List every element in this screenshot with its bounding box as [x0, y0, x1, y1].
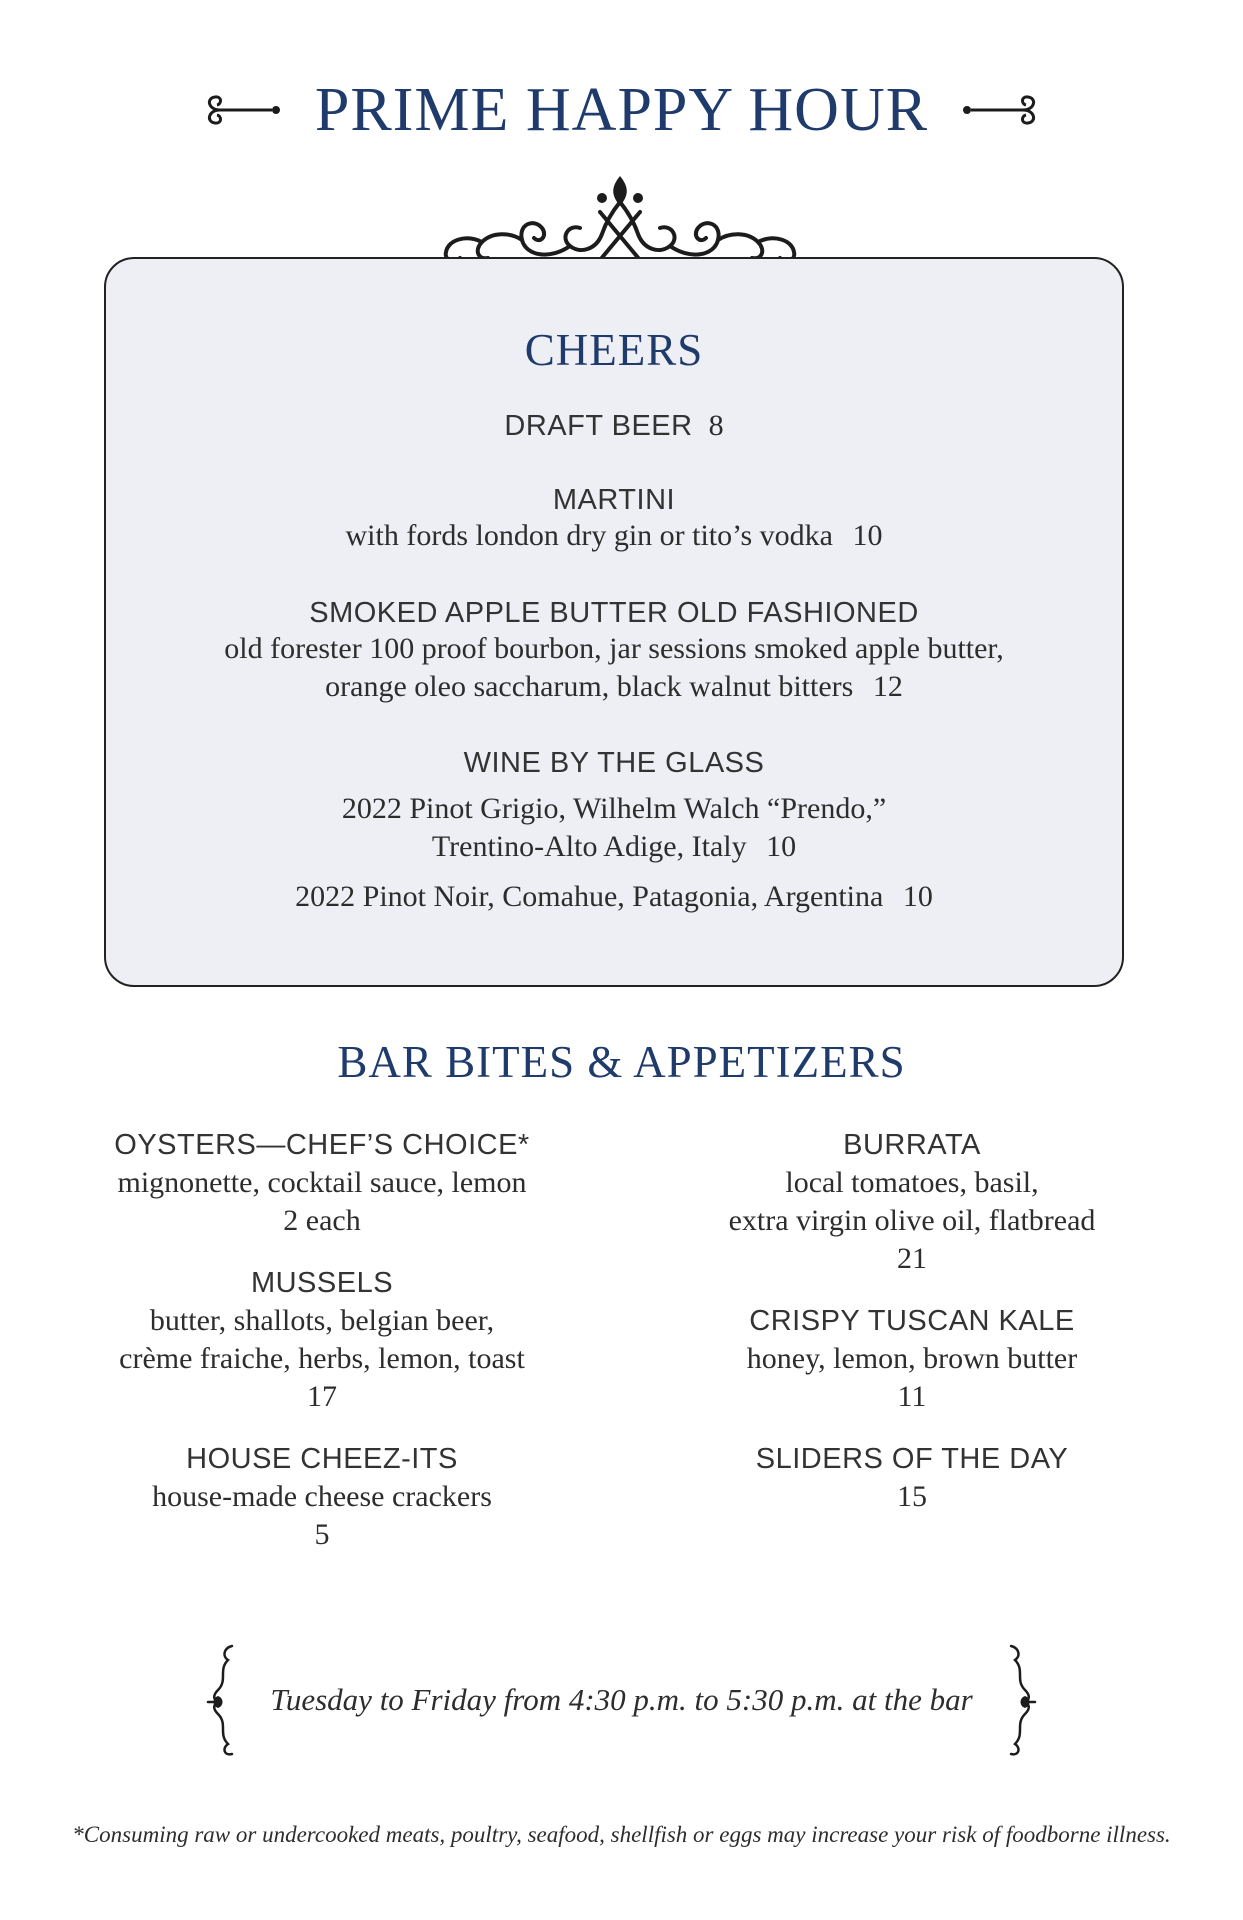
- old-fashioned-item: [106, 597, 1122, 706]
- draft-beer-item: [106, 409, 1122, 443]
- mussels-desc-line2: crème fraiche, herbs, lemon, toast: [119, 1342, 525, 1375]
- cheezits-desc: house-made cheese crackers: [152, 1480, 492, 1513]
- oysters-item: [42, 1126, 602, 1240]
- mussels-price: 17: [307, 1380, 337, 1413]
- oysters-desc: mignonette, cocktail sauce, lemon: [117, 1166, 527, 1199]
- burrata-price: 21: [897, 1242, 927, 1275]
- right-bracket-flourish-icon: [999, 1640, 1039, 1760]
- cheers-panel: [104, 257, 1124, 987]
- sliders-item: [632, 1440, 1192, 1516]
- wine-item: [106, 747, 1122, 916]
- foodborne-illness-disclaimer: *Consuming raw or undercooked meats, poultry, seafood, shellfish or eggs may increase your risk of foodborne illness.: [72, 1822, 1171, 1847]
- kale-price: 11: [897, 1380, 927, 1413]
- burrata-desc-line1: local tomatoes, basil,: [785, 1166, 1039, 1199]
- draft-beer-price: 8: [708, 409, 724, 442]
- bites-title: BAR BITES & APPETIZERS: [337, 1037, 906, 1087]
- sliders-price: 15: [897, 1480, 927, 1513]
- left-scroll-flourish-icon: [202, 85, 287, 135]
- sliders-name: SLIDERS OF THE DAY: [755, 1443, 1069, 1475]
- kale-desc: honey, lemon, brown butter: [746, 1342, 1078, 1375]
- hours-row: [0, 1640, 1243, 1760]
- kale-item: [632, 1302, 1192, 1416]
- right-scroll-flourish-icon: [956, 85, 1041, 135]
- burrata-desc-line2: extra virgin olive oil, flatbread: [728, 1204, 1096, 1237]
- ornamental-scroll-crest-icon: [430, 172, 810, 262]
- bites-left-column: [42, 1126, 602, 1578]
- old-fashioned-price: 12: [872, 670, 903, 703]
- wine2-line: 2022 Pinot Noir, Comahue, Patagonia, Argentina: [295, 880, 884, 913]
- martini-price: 10: [852, 519, 883, 552]
- left-bracket-flourish-icon: [204, 1640, 244, 1760]
- oysters-name: OYSTERS—CHEF’S CHOICE*: [114, 1129, 530, 1161]
- burrata-item: [632, 1126, 1192, 1278]
- old-fashioned-desc-line2: orange oleo saccharum, black walnut bitters: [325, 670, 854, 703]
- title-row: [0, 70, 1243, 150]
- cheers-title: CHEERS: [524, 325, 704, 375]
- wine1-price: 10: [766, 830, 797, 863]
- wine1-line1: 2022 Pinot Grigio, Wilhelm Walch “Prendo,”: [341, 792, 887, 825]
- cheezits-price: 5: [314, 1518, 330, 1551]
- kale-name: CRISPY TUSCAN KALE: [749, 1305, 1075, 1337]
- wine2-price: 10: [902, 880, 933, 913]
- cheezits-item: [42, 1440, 602, 1554]
- cheezits-name: HOUSE CHEEZ-ITS: [186, 1443, 458, 1475]
- bites-right-column: [632, 1126, 1192, 1540]
- old-fashioned-desc-line1: old forester 100 proof bourbon, jar sessions smoked apple butter,: [224, 632, 1004, 665]
- martini-desc: with fords london dry gin or tito’s vodka: [345, 519, 833, 552]
- mussels-name: MUSSELS: [250, 1267, 394, 1299]
- old-fashioned-name: SMOKED APPLE BUTTER OLD FASHIONED: [309, 597, 919, 629]
- wine1-line2: Trentino-Alto Adige, Italy: [431, 830, 747, 863]
- mussels-desc-line1: butter, shallots, belgian beer,: [149, 1304, 495, 1337]
- mussels-item: [42, 1264, 602, 1416]
- draft-beer-name: DRAFT BEER: [504, 410, 693, 442]
- page-title: PRIME HAPPY HOUR: [314, 75, 929, 144]
- hours-text: Tuesday to Friday from 4:30 p.m. to 5:30 p.m. at the bar: [270, 1682, 973, 1717]
- martini-item: [106, 484, 1122, 555]
- burrata-name: BURRATA: [843, 1129, 981, 1161]
- oysters-price: 2 each: [283, 1204, 361, 1237]
- wine-name: WINE BY THE GLASS: [463, 747, 765, 779]
- martini-name: MARTINI: [552, 484, 676, 516]
